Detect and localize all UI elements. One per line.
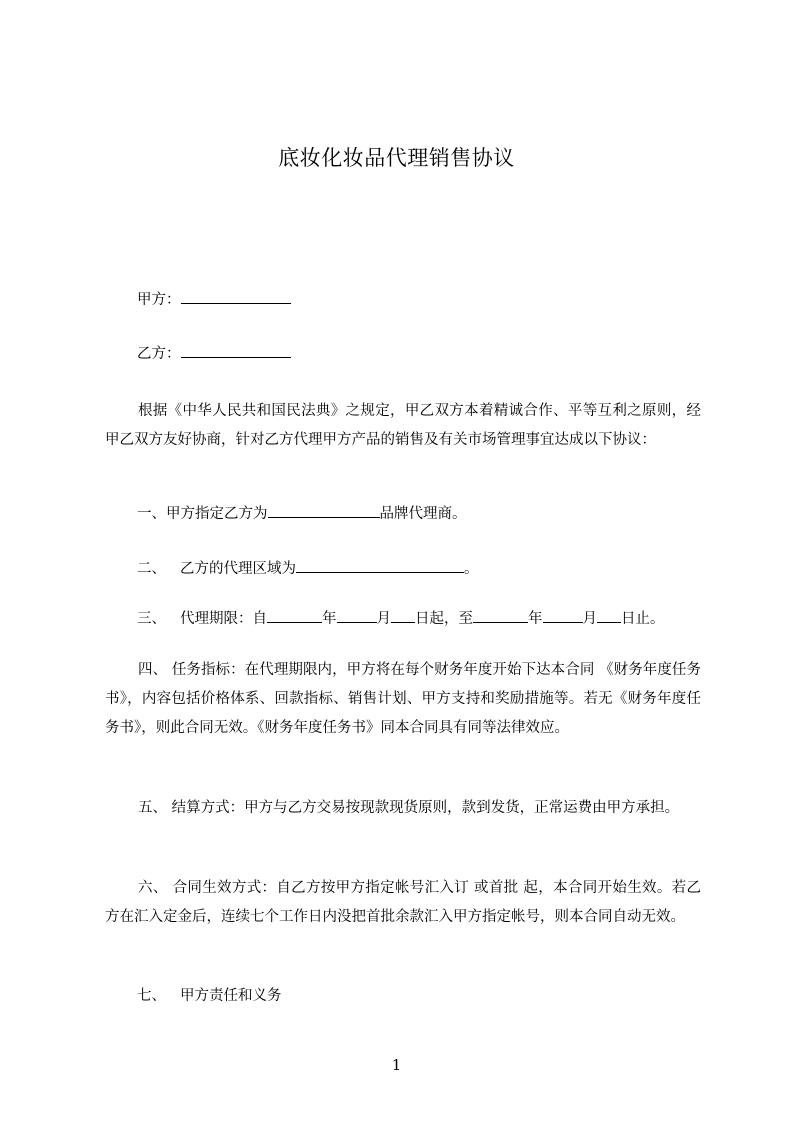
clause-1: [137, 500, 467, 529]
end-year-blank: [473, 606, 528, 623]
party-a-line: [137, 286, 291, 315]
clause-7: [137, 982, 282, 1011]
region-blank: [296, 556, 464, 573]
clause-2-suffix: 。: [464, 561, 479, 577]
clause-3-year-2: 年: [528, 611, 543, 627]
document-title: 底妆化妆品代理销售协议: [278, 146, 515, 170]
end-month-blank: [543, 606, 583, 623]
clause-1-suffix: 品牌代理商。: [379, 506, 467, 522]
party-b-label: 乙方：: [137, 346, 181, 362]
clause-3: [137, 605, 665, 634]
preamble-paragraph: 根据《中华人民共和国民法典》之规定，甲乙双方本着精诚合作、平等互利之原则，经甲乙双方友好协商，针对乙方代理甲方产品的销售及有关市场管理事宜达成以下协议：: [105, 403, 701, 448]
clause-3-year-1: 年: [322, 611, 337, 627]
clause-2-num: 二、: [137, 561, 166, 577]
start-day-blank: [391, 606, 415, 623]
clause-2: [137, 555, 479, 584]
clause-3-num: 三、: [137, 611, 166, 627]
clause-3-day-1: 日起，至: [415, 611, 473, 627]
party-b-blank: [181, 341, 291, 358]
end-day-blank: [597, 606, 621, 623]
start-month-blank: [337, 606, 377, 623]
clause-3-month-1: 月: [376, 611, 391, 627]
party-b-line: [137, 340, 291, 369]
clause-4: 四、 任务指标：在代理期限内，甲方将在每个财务年度开始下达本合同 《财务年度任务书》，内容包括价格体系、回款指标、销售计划、甲方支持和奖励措施等。若无《财务年度任务书》，则此合同无效。《财务年度任务书》同本合同具有同等法律效应。: [105, 662, 701, 736]
clause-7-num: 七、: [137, 988, 166, 1004]
party-a-blank: [181, 287, 291, 304]
clause-6: 六、 合同生效方式：自乙方按甲方指定帐号汇入订 或首批 起，本合同开始生效。若乙方在汇入定金后，连续七个工作日内没把首批余款汇入甲方指定帐号，则本合同自动无效。: [105, 880, 701, 925]
party-a-label: 甲方：: [137, 292, 181, 308]
clause-3-text: 代理期限：自: [180, 611, 267, 627]
clause-3-month-2: 月: [582, 611, 597, 627]
start-year-blank: [267, 606, 322, 623]
page-number: 1: [391, 1056, 402, 1074]
clause-2-text: 乙方的代理区域为: [180, 561, 296, 577]
clause-7-text: 甲方责任和义务: [180, 988, 282, 1004]
brand-blank: [268, 501, 380, 518]
clause-3-day-2: 日止。: [621, 611, 665, 627]
clause-1-prefix: 一、甲方指定乙方为: [137, 506, 268, 522]
clause-5: 五、 结算方式：甲方与乙方交易按现款现货原则，款到发货，正常运费由甲方承担。: [138, 800, 680, 816]
